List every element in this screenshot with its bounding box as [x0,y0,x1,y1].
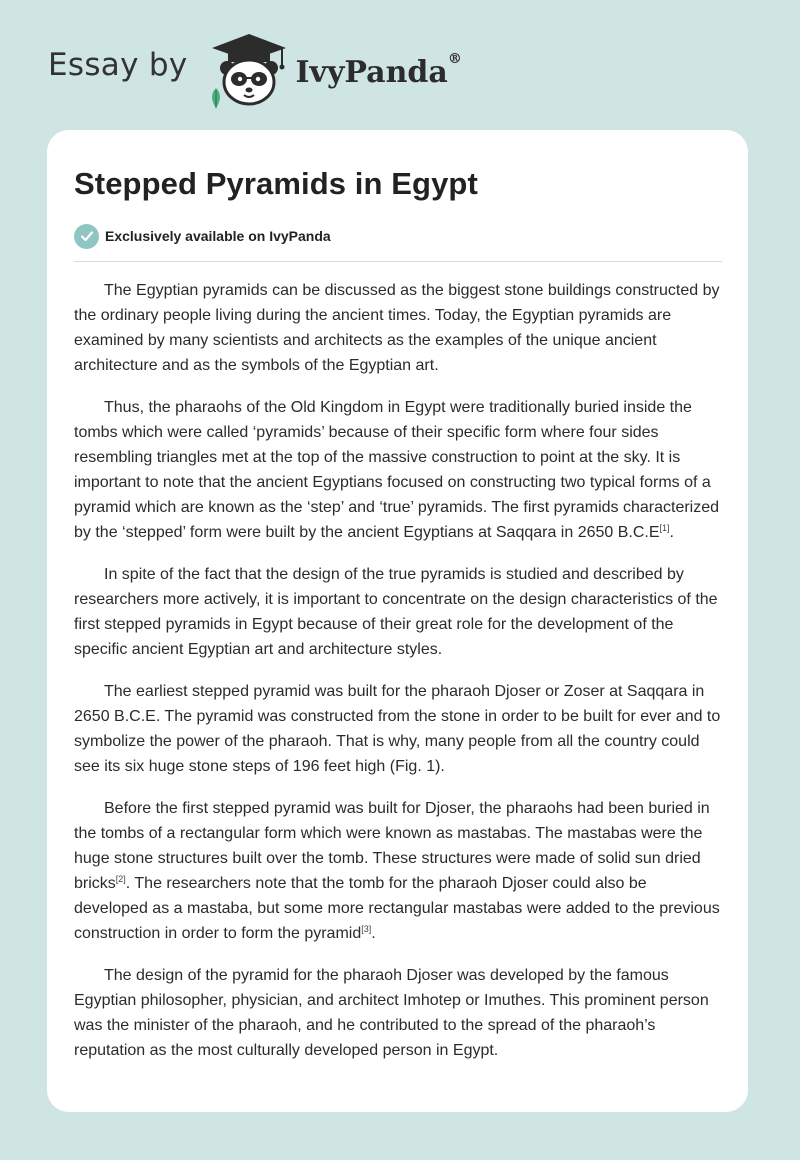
brand-header[interactable] [48,30,462,110]
paragraph: Thus, the pharaohs of the Old Kingdom in Egypt were traditionally buried inside the tombs which were called ‘pyramids’ because of their specific form where four sides resembling triangles met at the top of the massive construction to point at the sky. It is important to note that the ancient Egyptians focused on constructing two typical forms of a pyramid which are known as the ‘step’ and ‘true’ pyramids. The first pyramids characterized by the ‘stepped’ form were built by the ancient Egyptians at Saqqara in 2650 B.C.E[1]. [74,399,720,541]
panda-graduate-logo-icon [206,30,292,110]
page-title: Stepped Pyramids in Egypt [74,166,478,201]
essay-body [74,278,722,1063]
brand-prefix: Essay by [48,47,188,83]
divider [74,261,722,262]
essay-card [47,130,748,1112]
paragraph: The Egyptian pyramids can be discussed as the biggest stone buildings constructed by the ordinary people living during the ancient times. Today, the Egyptian pyramids are examined by many scientists and architects as the examples of the unique ancient architecture and as the symbols of the Egyptian art. [74,282,720,374]
paragraph: Before the first stepped pyramid was built for Djoser, the pharaohs had been buried in the tombs of a rectangular form which were known as mastabas. The mastabas were the huge stone structures built over the tomb. These structures were made of solid sun dried bricks[2]. The researchers note that the tomb for the pharaoh Djoser could also be developed as a mastaba, but some more rectangular mastabas were added to the previous construction in order to form the pyramid[3]. [74,800,720,942]
paragraph: The earliest stepped pyramid was built for the pharaoh Djoser or Zoser at Saqqara in 2650 B.C.E. The pyramid was constructed from the stone in order to be built for ever and to symbolize the power of the pharaoh. That is why, many people from all the country could see its six huge stone steps of 196 feet high (Fig. 1). [74,683,721,775]
badge-text: Exclusively available on IvyPanda [105,228,331,244]
footnote-ref[interactable]: [1] [659,523,670,533]
footnote-ref[interactable]: [2] [115,874,126,884]
checkmark-icon [74,224,99,249]
paragraph: In spite of the fact that the design of the true pyramids is studied and described by researchers more actively, it is important to concentrate on the design characteristics of the first stepped pyramids in Egypt because of their great role for the development of the specific ancient Egyptian art and architecture styles. [74,566,718,658]
exclusive-badge [74,222,722,250]
paragraph: The design of the pyramid for the pharaoh Djoser was developed by the famous Egyptian philosopher, physician, and architect Imhotep or Imuthes. This prominent person was the minister of the pharaoh, and he contributed to the spread of the pharaoh’s reputation as the most culturally developed person in Egypt. [74,967,709,1059]
footnote-ref[interactable]: [3] [361,924,372,934]
registered-mark: ® [447,50,462,67]
brand-name: IvyPanda® [295,50,462,90]
